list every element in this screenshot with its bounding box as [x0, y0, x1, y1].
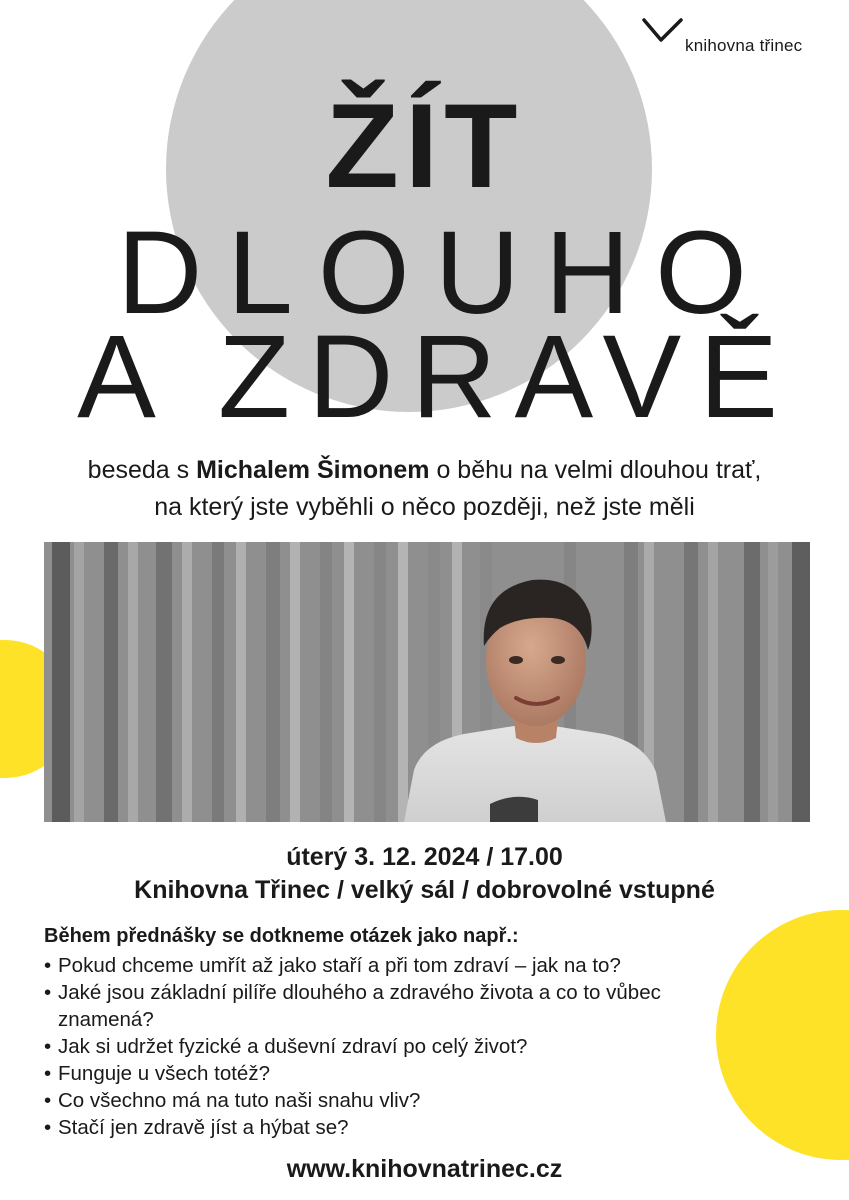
title-line-3: A ZDRAVĚ	[77, 311, 796, 443]
subtitle-line-2: na který jste vyběhli o něco později, než jste měli	[154, 493, 695, 521]
speaker-name: Michalem Šimonem	[196, 456, 430, 484]
questions-list	[44, 952, 744, 1141]
list-item: • Jaké jsou základní pilíře dlouhého a zdravého života a co to vůbec znamená?	[44, 979, 744, 1033]
subtitle	[0, 452, 849, 526]
speaker-photo	[44, 542, 810, 822]
logo-text: knihovna třinec	[685, 36, 803, 55]
speaker-portrait	[44, 542, 810, 822]
subtitle-suffix: o běhu na velmi dlouhou trať,	[429, 456, 762, 484]
subtitle-prefix: beseda s	[87, 456, 197, 484]
chevron-logo-icon	[641, 16, 685, 46]
list-item: • Co všechno má na tuto naši snahu vliv?	[44, 1087, 744, 1114]
subtitle-line-1	[0, 452, 849, 489]
website-link[interactable]: www.knihovnatrinec.cz	[286, 1155, 563, 1183]
list-item: • Pokud chceme umřít až jako staří a při tom zdraví – jak na to?	[44, 952, 744, 979]
library-logo	[641, 16, 821, 56]
list-item: • Jak si udržet fyzické a duševní zdraví po celý život?	[44, 1033, 744, 1060]
title-line-1: ŽÍT	[325, 79, 524, 213]
list-item: • Stačí jen zdravě jíst a hýbat se?	[44, 1114, 744, 1141]
event-datetime: úterý 3. 12. 2024 / 17.00	[286, 843, 563, 871]
title-line-2: DLOUHO	[117, 207, 772, 339]
list-item: • Funguje u všech totéž?	[44, 1060, 744, 1087]
questions-heading: Během přednášky se dotkneme otázek jako např.:	[44, 925, 519, 947]
event-venue: Knihovna Třinec / velký sál / dobrovolné vstupné	[134, 876, 715, 904]
